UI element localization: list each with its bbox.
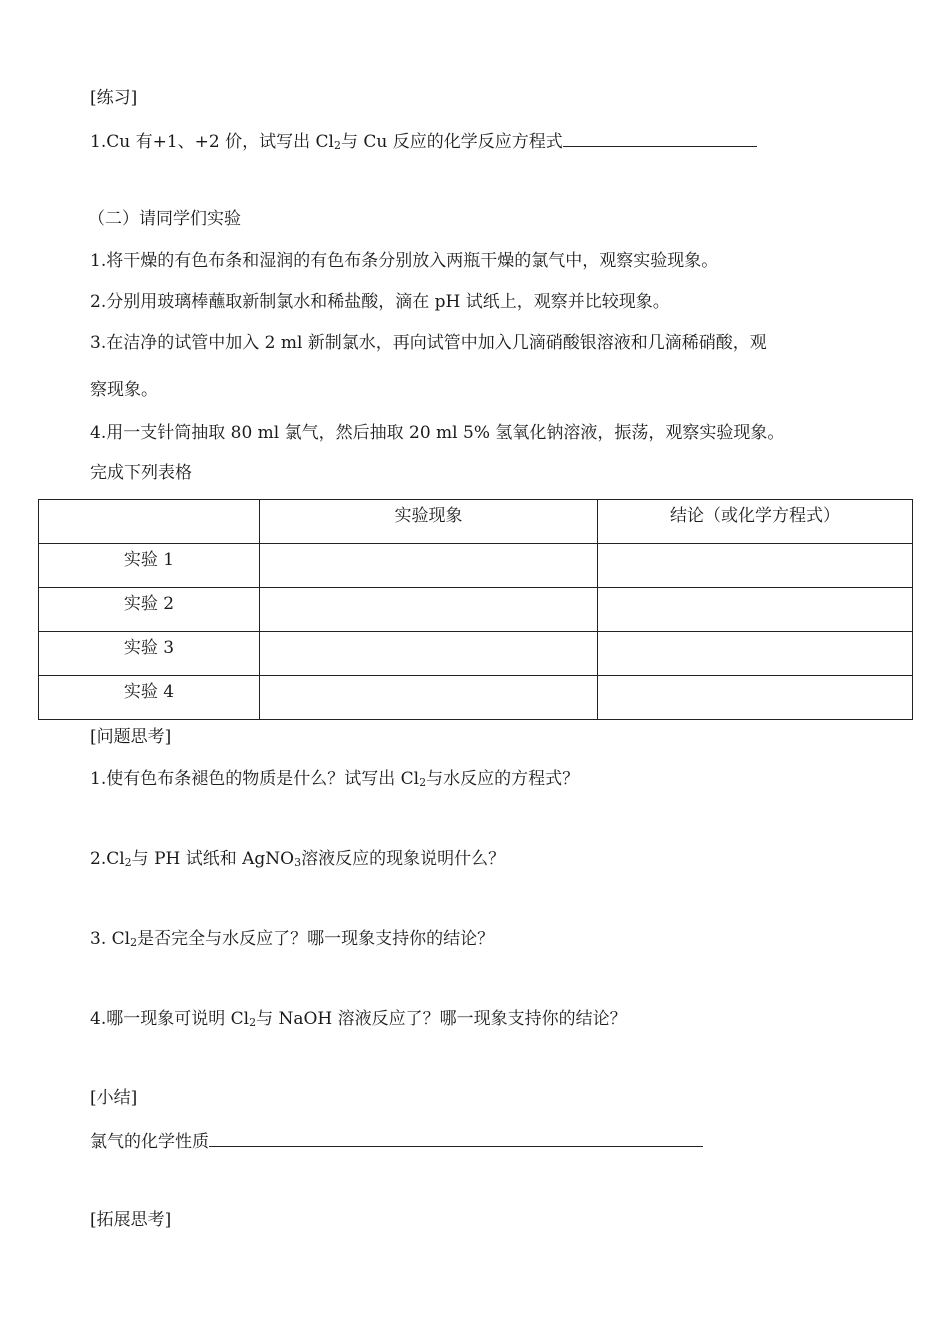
experiment-step-3-line-1: 3.在洁净的试管中加入 2 ml 新制氯水，再向试管中加入几滴硝酸银溶液和几滴稀硝酸，观	[90, 333, 767, 353]
table-row	[39, 588, 913, 632]
experiment-step-1: 1.将干燥的有色布条和湿润的有色布条分别放入两瓶干燥的氯气中，观察实验现象。	[90, 251, 719, 271]
answer-blank[interactable]	[563, 128, 757, 147]
question-4	[90, 1007, 627, 1031]
question-2-text-pre: 2.Cl	[90, 849, 125, 869]
question-4-text-pre: 4.哪一现象可说明 Cl	[90, 1009, 250, 1029]
summary-answer-blank[interactable]	[209, 1128, 703, 1147]
experiment-table	[38, 499, 913, 720]
table-row-label: 实验 2	[39, 588, 260, 632]
question-3	[90, 927, 494, 951]
question-3-subscript: 2	[130, 936, 138, 949]
table-cell-phenomenon[interactable]	[260, 544, 598, 588]
table-cell-phenomenon[interactable]	[260, 632, 598, 676]
experiment-step-4: 4.用一支针筒抽取 80 ml 氯气，然后抽取 20 ml 5% 氢氧化钠溶液，振荡，观察实验现象。	[90, 423, 785, 443]
summary-heading: [小结]	[90, 1088, 138, 1108]
extension-heading: [拓展思考]	[90, 1210, 172, 1230]
table-header-row	[39, 500, 913, 544]
practice-q1-text-pre: 1.Cu 有+1、+2 价，试写出 Cl	[90, 132, 334, 152]
practice-q1-subscript: 2	[333, 139, 341, 152]
question-1-text-post: 与水反应的方程式？	[426, 769, 580, 789]
practice-question-1	[90, 128, 757, 154]
practice-q1-text-post: 与 Cu 反应的化学反应方程式	[340, 132, 563, 152]
question-1-text-pre: 1.使有色布条褪色的物质是什么？试写出 Cl	[90, 769, 420, 789]
table-cell-conclusion[interactable]	[598, 544, 913, 588]
question-2-text-mid: 与 PH 试纸和 AgNO	[131, 849, 295, 869]
question-1	[90, 767, 579, 791]
questions-heading: [问题思考]	[90, 727, 172, 747]
summary-label: 氯气的化学性质	[90, 1132, 209, 1152]
practice-heading: [练习]	[90, 88, 138, 108]
table-row	[39, 676, 913, 720]
experiment-step-2: 2.分别用玻璃棒蘸取新制氯水和稀盐酸，滴在 pH 试纸上，观察并比较现象。	[90, 292, 670, 312]
table-header-conclusion: 结论（或化学方程式）	[598, 500, 913, 544]
question-2-subscript: 2	[124, 856, 132, 869]
question-3-text-pre: 3. Cl	[90, 929, 131, 949]
table-cell-conclusion[interactable]	[598, 588, 913, 632]
table-header-blank	[39, 500, 260, 544]
table-cell-conclusion[interactable]	[598, 676, 913, 720]
table-intro: 完成下列表格	[90, 463, 192, 483]
table-row-label: 实验 1	[39, 544, 260, 588]
question-2-text-post: 溶液反应的现象说明什么？	[301, 849, 506, 869]
question-2-subscript-2: 3	[294, 856, 302, 869]
question-4-subscript: 2	[249, 1016, 257, 1029]
question-3-text-post: 是否完全与水反应了？哪一现象支持你的结论？	[137, 929, 495, 949]
table-cell-conclusion[interactable]	[598, 632, 913, 676]
question-4-text-post: 与 NaOH 溶液反应了？哪一现象支持你的结论？	[256, 1009, 627, 1029]
table-cell-phenomenon[interactable]	[260, 676, 598, 720]
table-cell-phenomenon[interactable]	[260, 588, 598, 632]
table-row	[39, 544, 913, 588]
question-2	[90, 847, 505, 871]
table-header-phenomenon: 实验现象	[260, 500, 598, 544]
summary-line	[90, 1128, 703, 1154]
table-row-label: 实验 3	[39, 632, 260, 676]
experiment-heading: （二）请同学们实验	[88, 209, 241, 229]
table-row-label: 实验 4	[39, 676, 260, 720]
experiment-step-3-line-2: 察现象。	[90, 380, 158, 400]
table-row	[39, 632, 913, 676]
question-1-subscript: 2	[419, 776, 427, 789]
